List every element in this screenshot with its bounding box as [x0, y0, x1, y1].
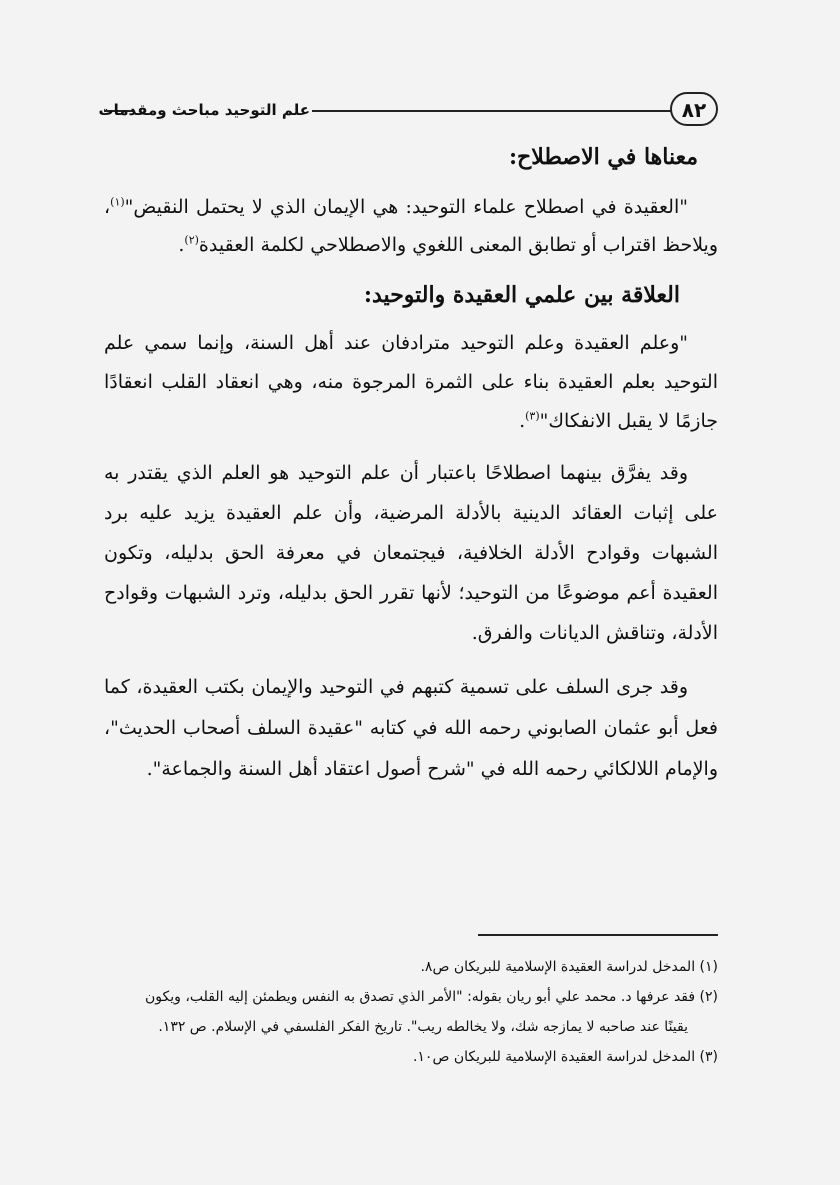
- paragraph-definition-text-2: ، ويلاحظ اقتراب أو تطابق المعنى اللغوي والاصطلاحي لكلمة العقيدة: [104, 196, 718, 256]
- footnote-ref-2[interactable]: (٢): [184, 233, 199, 247]
- paragraph-definition-text-3: .: [178, 234, 185, 256]
- footnote-separator: [478, 934, 718, 936]
- paragraph-definition-text-1: "العقيدة في اصطلاح علماء التوحيد: هي الإيمان الذي لا يحتمل النقيض": [124, 196, 688, 218]
- footnotes: [104, 952, 718, 1072]
- footnote-2-line-1: (٢) فقد عرفها د. محمد علي أبو ريان بقوله: "الأمر الذي تصدق به النفس ويطمئن إليه القلب، ويكون: [145, 989, 718, 1005]
- header-rule-right: [312, 110, 672, 112]
- footnote-2-line-2: يقينًا عند صاحبه لا يمازجه شك، ولا يخالطه ريب". تاريخ الفكر الفلسفي في الإسلام. ص ١٣٢.: [158, 1019, 688, 1035]
- paragraph-definition: [104, 188, 718, 264]
- footnote-ref-1[interactable]: (١): [110, 195, 125, 209]
- section-heading-definition: معناها في الاصطلاح:: [508, 144, 698, 170]
- header-title: علم التوحيد مباحث ومقدمات: [148, 97, 310, 123]
- page-number: ٨٢: [670, 92, 718, 126]
- paragraph-salaf-naming: وقد جرى السلف على تسمية كتبهم في التوحيد والإيمان بكتب العقيدة، كما فعل أبو عثمان الصابوني رحمه الله في كتابه "عقيدة السلف أصحاب الحديث"، والإمام اللالكائي رحمه الله في "شرح أصول اعتقاد أهل السنة والجماعة".: [104, 676, 718, 780]
- footnote-1: (١) المدخل لدراسة العقيدة الإسلامية للبريكان ص٨.: [420, 959, 718, 975]
- paragraph-relationship-text-1: "وعلم العقيدة وعلم التوحيد مترادفان عند أهل السنة، وإنما سمي علم التوحيد بعلم العقيدة بناء على الثمرة المرجوة منه، وهي انعقاد القلب انعقادًا جازمًا لا يقبل الانفكاك": [104, 332, 718, 432]
- paragraph-relationship-text-2: .: [519, 410, 526, 432]
- running-header: [98, 90, 718, 130]
- section-heading-relationship: العلاقة بين علمي العقيدة والتوحيد:: [363, 282, 680, 308]
- footnote-3: (٣) المدخل لدراسة العقيدة الإسلامية للبريكان ص١٠.: [412, 1049, 718, 1065]
- footnote-ref-3[interactable]: (٣): [525, 409, 540, 423]
- paragraph-distinction: وقد يفرَّق بينهما اصطلاحًا باعتبار أن علم التوحيد هو العلم الذي يقتدر به على إثبات العقائد الدينية بالأدلة المرضية، وأن علم العقيدة يزيد عليه برد الشبهات وقوادح الأدلة الخلافية، فيجتمعان في معرفة الحق بدليله، وتكون العقيدة أعم موضوعًا من التوحيد؛ لأنها تقرر الحق بدليله، وترد الشبهات وقوادح الأدلة، وتناقش الديانات والفرق.: [104, 462, 718, 644]
- paragraph-relationship: [104, 324, 718, 441]
- main-content: [104, 140, 718, 790]
